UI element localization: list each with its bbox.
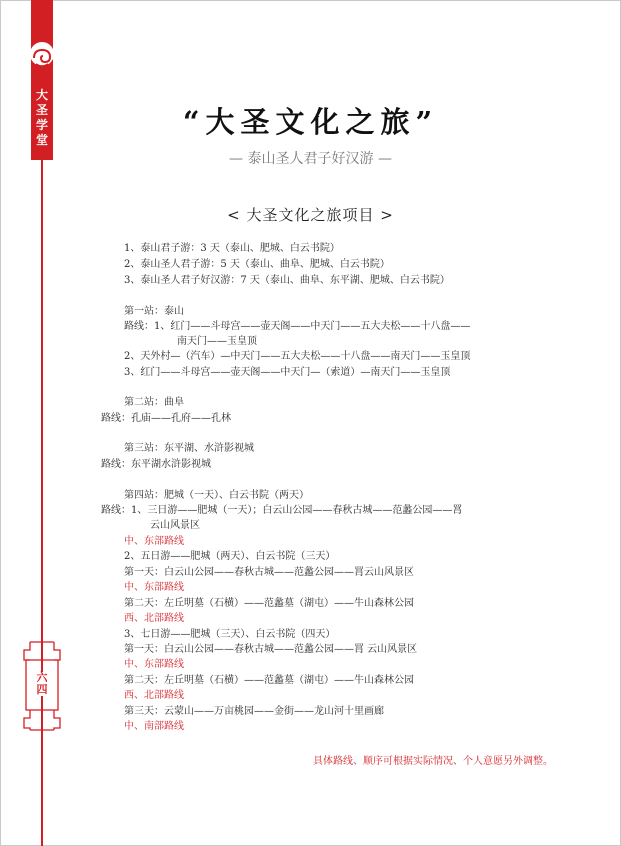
route-tag: 中、东部路线: [124, 659, 184, 670]
section-title: < 大圣文化之旅项目 >: [227, 206, 394, 224]
itinerary-line: 第三站：东平湖、水浒影视城: [124, 443, 254, 454]
page-number-text: 六四: [36, 671, 48, 696]
itinerary-line: 南天门——玉皇顶: [177, 336, 257, 347]
itinerary-line: 第一站：泰山: [124, 306, 184, 317]
itinerary-line: 2、五日游——肥城（两天）、白云书院（三天）: [124, 551, 336, 562]
route-tag: 西、北部路线: [124, 613, 184, 624]
route-tag: 中、东部路线: [124, 536, 184, 547]
route-tag: 中、东部路线: [124, 582, 184, 593]
itinerary-line: 2、天外村—（汽车）—中天门——五大夫松——十八盘——南天门——玉皇顶: [124, 351, 471, 362]
itinerary-line: 第二天：左丘明墓（石横）——范蠡墓（湖屯）——牛山森林公园: [124, 675, 414, 686]
itinerary-line: 第三天：云蒙山——万亩桃园——金街——龙山河十里画廊: [124, 706, 384, 717]
itinerary-line: 路线：1、三日游——肥城（一天）；白云山公园——春秋古城——范蠡公园——罥: [101, 505, 463, 516]
itinerary-line: 3、泰山圣人君子好汉游：7 天（泰山、曲阜、东平湖、肥城、白云书院）: [124, 275, 450, 286]
itinerary-line: 第四站：肥城（一天）、白云书院（两天）: [124, 490, 309, 501]
itinerary-line: 路线：1、红门——斗母宫——壶天阁——中天门——五大夫松——十八盘——: [124, 321, 471, 332]
itinerary-line: 第一天：白云山公园——春秋古城——范蠡公园——罥云山风景区: [124, 567, 414, 578]
itinerary-line: 第二天：左丘明墓（石横）——范蠡墓（湖屯）——牛山森林公园: [124, 598, 414, 609]
page-title: “大圣文化之旅”: [182, 105, 439, 139]
itinerary-line: 1、泰山君子游：3 天（泰山、肥城、白云书院）: [124, 243, 340, 254]
itinerary-line: 3、红门——斗母宫——壶天阁——中天门—（索道）—南天门——玉皇顶: [124, 367, 451, 378]
footer-note: 具体路线、顺序可根据实际情况、个人意愿另外调整。: [313, 756, 553, 767]
itinerary-line: 第二站：曲阜: [124, 397, 184, 408]
itinerary-line: 2、泰山圣人君子游：5 天（泰山、曲阜、肥城、白云书院）: [124, 259, 390, 270]
page-subtitle: — 泰山圣人君子好汉游 —: [229, 151, 392, 167]
band-label-text: 大圣学堂: [36, 88, 49, 147]
itinerary-line: 路线：孔庙——孔府——孔林: [101, 413, 231, 424]
route-tag: 西、北部路线: [124, 690, 184, 701]
itinerary-line: 云山风景区: [150, 520, 200, 531]
route-tag: 中、南部路线: [124, 721, 184, 732]
itinerary-line: 3、七日游——肥城（三天）、白云书院（四天）: [124, 629, 336, 640]
itinerary-line: 路线：东平湖水浒影视城: [101, 459, 211, 470]
itinerary-line: 第一天：白云山公园——春秋古城——范蠡公园——罥 云山风景区: [124, 644, 418, 655]
